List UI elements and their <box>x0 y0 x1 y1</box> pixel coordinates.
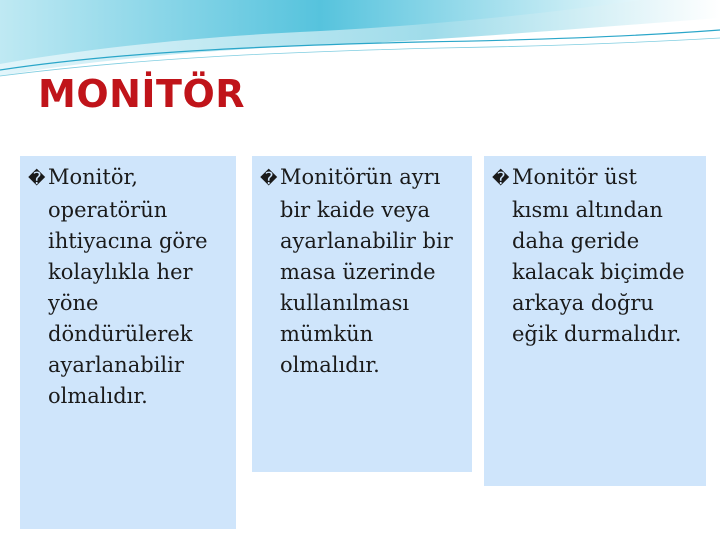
bullet-text-1 <box>28 162 230 412</box>
bullet-content-3: Monitör üst kısmı altından daha geride kalacak biçimde arkaya doğru eğik durmalıdır. <box>512 165 685 346</box>
bullet-text-3 <box>492 162 700 350</box>
bullet-content-2: Monitörün ayrı bir kaide veya ayarlanabilir bir masa üzerinde kullanılması mümkün olmalıdır. <box>280 165 453 377</box>
bullet-glyph-icon: � <box>492 169 510 189</box>
bullet-glyph-icon: � <box>28 169 46 189</box>
text-panel-2 <box>252 156 472 472</box>
bullet-content-1: Monitör, operatörün ihtiyacına göre kolaylıkla her yöne döndürülerek ayarlanabilir olmalıdır. <box>48 165 208 408</box>
slide-title: MONİTÖR <box>38 72 246 116</box>
text-panel-1 <box>20 156 236 529</box>
text-panel-3 <box>484 156 706 486</box>
bullet-text-2 <box>260 162 466 381</box>
bullet-glyph-icon: � <box>260 169 278 189</box>
